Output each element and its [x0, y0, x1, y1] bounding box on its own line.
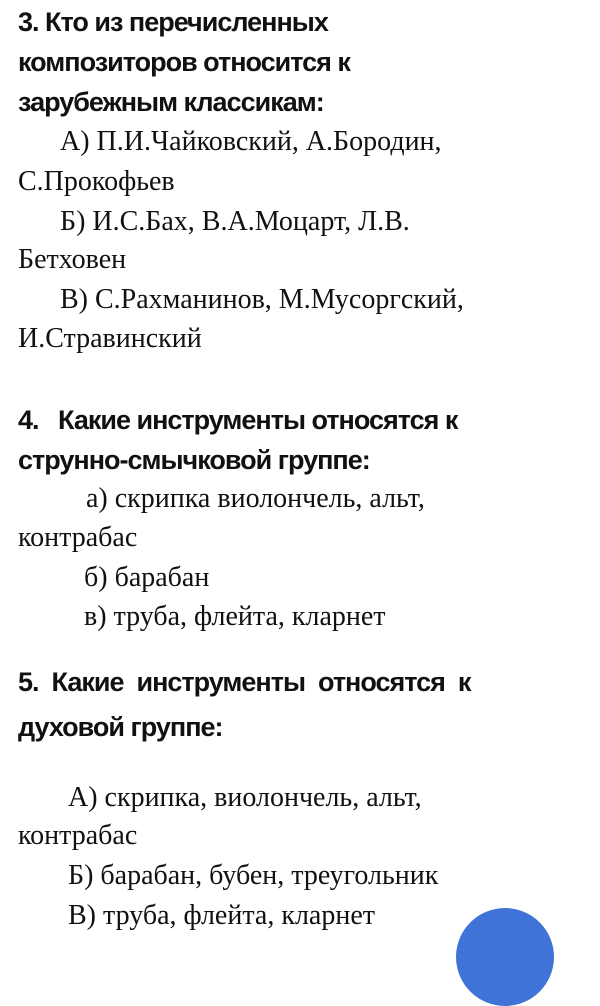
floating-action-button[interactable]: [456, 908, 554, 1006]
question-5-title-line-1: 5. Какие инструменты относятся к: [18, 667, 471, 697]
question-5-option-c: В) труба, флейта, кларнет: [68, 900, 376, 931]
question-4-option-a-cont: контрабас: [18, 522, 138, 553]
question-4-option-c: в) труба, флейта, кларнет: [84, 601, 386, 632]
question-3-option-c: В) С.Рахманинов, М.Мусоргский,: [60, 284, 464, 315]
question-3-option-b-cont: Бетховен: [18, 244, 127, 275]
question-5-option-a-cont: контрабас: [18, 820, 138, 851]
question-4-option-a: а) скрипка виолончель, альт,: [86, 483, 425, 514]
question-3-title-line-2: композиторов относится к: [18, 47, 350, 77]
question-3-option-b: Б) И.С.Бах, В.А.Моцарт, Л.В.: [60, 206, 410, 237]
question-5-option-b: Б) барабан, бубен, треугольник: [68, 860, 439, 891]
question-4-option-b: б) барабан: [84, 562, 210, 593]
question-3-option-a-cont: С.Прокофьев: [18, 166, 175, 197]
question-3-option-a: А) П.И.Чайковский, А.Бородин,: [60, 126, 442, 157]
question-3-title-line-3: зарубежным классикам:: [18, 87, 324, 117]
question-4-title-line-2: струнно-смычковой группе:: [18, 445, 370, 475]
question-3-option-c-cont: И.Стравинский: [18, 323, 202, 354]
question-3-title-line-1: 3. Кто из перечисленных: [18, 7, 328, 37]
question-4-title-line-1: 4. Какие инструменты относятся к: [18, 405, 458, 435]
question-5-title-line-2: духовой группе:: [18, 712, 223, 742]
question-5-option-a: А) скрипка, виолончель, альт,: [68, 782, 422, 813]
